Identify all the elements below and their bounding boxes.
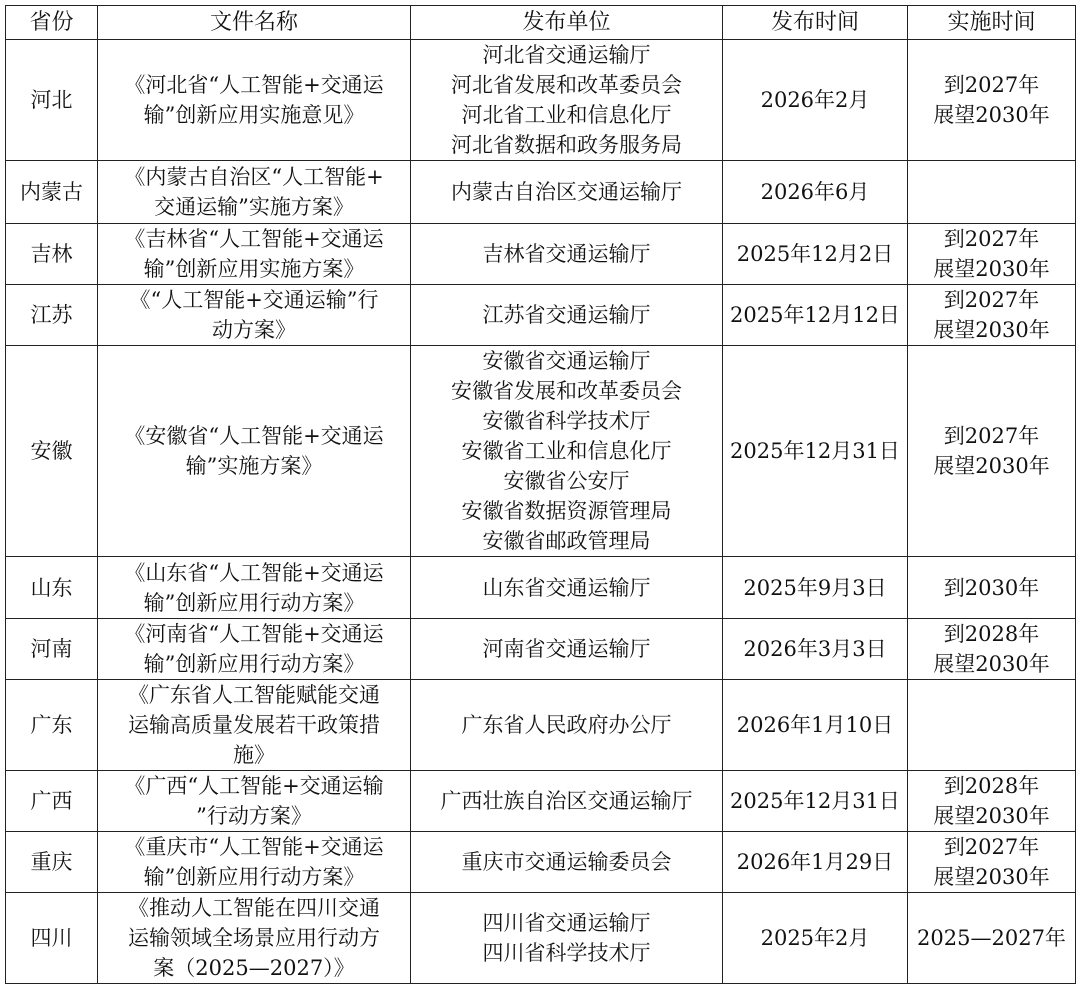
document-name-cell — [98, 40, 411, 161]
table-row — [6, 40, 1076, 161]
publisher-cell — [411, 893, 723, 984]
implementation-period-cell — [908, 619, 1076, 680]
implementation-period-line: 到2027年 — [943, 835, 1040, 859]
province-cell: 内蒙古 — [6, 161, 98, 224]
publisher-line: 广东省人民政府办公厅 — [461, 713, 672, 737]
implementation-period-line: 到2027年 — [943, 227, 1040, 251]
publisher-line: 广西壮族自治区交通运输厅 — [440, 789, 693, 813]
document-name-line: 《广东省人工智能赋能交通 — [128, 683, 380, 707]
publisher-line: 安徽省公安厅 — [503, 469, 630, 493]
publisher-cell — [411, 771, 723, 832]
document-name-line: 《河北省“人工智能+交通运 — [124, 73, 384, 97]
publisher-cell — [411, 346, 723, 557]
table-row — [6, 285, 1076, 346]
document-name-line: 运输高质量发展若干政策措 — [128, 713, 380, 737]
table-row — [6, 832, 1076, 893]
publisher-cell — [411, 224, 723, 285]
document-name-cell — [98, 224, 411, 285]
publish-date-cell: 2026年6月 — [723, 161, 908, 224]
document-name-cell — [98, 161, 411, 224]
province-cell: 河南 — [6, 619, 98, 680]
table-row — [6, 893, 1076, 984]
header-publish-date: 发布时间 — [723, 6, 908, 40]
implementation-period-line: 展望2030年 — [933, 804, 1050, 828]
implementation-period-cell — [908, 346, 1076, 557]
publisher-cell — [411, 285, 723, 346]
table-row — [6, 557, 1076, 619]
province-cell: 广西 — [6, 771, 98, 832]
publish-date-cell: 2025年12月12日 — [723, 285, 908, 346]
header-document-name: 文件名称 — [98, 6, 411, 40]
publisher-line: 河北省发展和改革委员会 — [451, 73, 682, 97]
document-name-cell — [98, 771, 411, 832]
document-name-line: 《山东省“人工智能+交通运 — [124, 560, 384, 585]
implementation-period-cell — [908, 285, 1076, 346]
document-name-line: 《广西“人工智能+交通运输 — [124, 774, 384, 798]
publisher-line: 内蒙古自治区交通运输厅 — [451, 180, 682, 204]
publish-date-cell: 2026年3月3日 — [723, 619, 908, 680]
document-name-line: 《内蒙古自治区“人工智能+ — [124, 165, 384, 189]
document-name-line: 输”创新应用行动方案》 — [143, 865, 365, 889]
header-province: 省份 — [6, 6, 98, 40]
table-row — [6, 161, 1076, 224]
publish-date-cell: 2026年1月10日 — [723, 680, 908, 771]
implementation-period-cell — [908, 557, 1076, 619]
document-name-line: ”行动方案》 — [196, 804, 312, 828]
implementation-period-line: 2025—2027年 — [917, 926, 1066, 950]
publisher-cell — [411, 619, 723, 680]
document-name-line: 输”实施方案》 — [185, 454, 323, 478]
implementation-period-line: 展望2030年 — [933, 865, 1050, 889]
document-name-cell — [98, 557, 411, 619]
header-publisher: 发布单位 — [411, 6, 723, 40]
header-row — [6, 6, 1076, 40]
document-name-cell — [98, 832, 411, 893]
implementation-period-line: 到2027年 — [943, 424, 1040, 448]
publisher-line: 安徽省交通运输厅 — [482, 349, 651, 373]
table-row — [6, 619, 1076, 680]
implementation-period-line: 到2028年 — [943, 774, 1040, 798]
implementation-period-cell — [908, 832, 1076, 893]
implementation-period-line: 展望2030年 — [933, 257, 1050, 281]
policy-table — [5, 5, 1076, 984]
publish-date-cell: 2025年12月2日 — [723, 224, 908, 285]
publisher-cell — [411, 557, 723, 619]
publish-date-cell: 2026年2月 — [723, 40, 908, 161]
publisher-cell — [411, 680, 723, 771]
publisher-line: 安徽省发展和改革委员会 — [451, 379, 682, 403]
implementation-period-line: 展望2030年 — [933, 454, 1050, 478]
implementation-period-cell — [908, 40, 1076, 161]
implementation-period-line: 展望2030年 — [933, 318, 1050, 342]
table-row — [6, 224, 1076, 285]
province-cell: 江苏 — [6, 285, 98, 346]
province-cell: 安徽 — [6, 346, 98, 557]
publisher-line: 四川省交通运输厅 — [482, 911, 651, 935]
document-name-line: 《“人工智能+交通运输”行 — [129, 288, 379, 312]
publisher-line: 河南省交通运输厅 — [482, 637, 651, 661]
document-name-line: 输”创新应用行动方案》 — [143, 652, 365, 676]
document-name-line: 《吉林省“人工智能+交通运 — [124, 227, 384, 251]
publisher-line: 安徽省科学技术厅 — [482, 409, 651, 433]
province-cell: 四川 — [6, 893, 98, 984]
document-name-line: 动方案》 — [212, 318, 296, 342]
province-cell: 河北 — [6, 40, 98, 161]
implementation-period-line: 展望2030年 — [933, 103, 1050, 127]
document-name-line: 《推动人工智能在四川交通 — [128, 896, 380, 920]
implementation-period-cell — [908, 771, 1076, 832]
publisher-line: 河北省数据和政务服务局 — [451, 133, 682, 157]
province-cell: 吉林 — [6, 224, 98, 285]
document-name-line: 施》 — [233, 743, 275, 767]
document-name-cell — [98, 893, 411, 984]
publisher-cell — [411, 40, 723, 161]
publisher-line: 江苏省交通运输厅 — [482, 303, 651, 327]
publish-date-cell: 2025年12月31日 — [723, 771, 908, 832]
publish-date-cell: 2025年9月3日 — [723, 557, 908, 619]
publisher-line: 安徽省数据资源管理局 — [461, 499, 672, 523]
table-row — [6, 680, 1076, 771]
document-name-cell — [98, 285, 411, 346]
implementation-period-cell — [908, 680, 1076, 771]
publish-date-cell: 2025年2月 — [723, 893, 908, 984]
publisher-line: 吉林省交通运输厅 — [482, 242, 651, 266]
document-name-line: 案（2025—2027）》 — [153, 956, 355, 980]
publisher-line: 安徽省工业和信息化厅 — [461, 439, 672, 463]
document-name-line: 输”创新应用实施意见》 — [143, 103, 365, 127]
table-body — [6, 40, 1076, 984]
implementation-period-line: 到2027年 — [943, 73, 1040, 97]
implementation-period-line: 到2028年 — [943, 622, 1040, 646]
implementation-period-cell — [908, 224, 1076, 285]
table-row — [6, 771, 1076, 832]
table-row — [6, 346, 1076, 557]
publisher-line: 四川省科学技术厅 — [482, 941, 651, 965]
document-name-cell — [98, 346, 411, 557]
publisher-line: 山东省交通运输厅 — [482, 575, 651, 600]
province-cell: 广东 — [6, 680, 98, 771]
document-name-line: 运输领域全场景应用行动方 — [128, 926, 380, 950]
publisher-line: 安徽省邮政管理局 — [482, 529, 651, 553]
publisher-line: 河北省工业和信息化厅 — [461, 103, 672, 127]
document-name-line: 《河南省“人工智能+交通运 — [124, 622, 384, 646]
publisher-line: 河北省交通运输厅 — [482, 43, 651, 67]
implementation-period-cell — [908, 161, 1076, 224]
document-name-cell — [98, 680, 411, 771]
province-cell: 山东 — [6, 557, 98, 619]
document-name-line: 《重庆市“人工智能+交通运 — [124, 835, 384, 859]
publisher-line: 重庆市交通运输委员会 — [461, 850, 672, 874]
document-name-cell — [98, 619, 411, 680]
implementation-period-line: 到2027年 — [943, 288, 1040, 312]
province-cell: 重庆 — [6, 832, 98, 893]
document-name-line: 输”创新应用行动方案》 — [143, 590, 365, 615]
publish-date-cell: 2026年1月29日 — [723, 832, 908, 893]
header-implementation-period: 实施时间 — [908, 6, 1076, 40]
document-name-line: 交通运输”实施方案》 — [154, 195, 354, 219]
implementation-period-line: 展望2030年 — [933, 652, 1050, 676]
implementation-period-cell — [908, 893, 1076, 984]
implementation-period-line: 到2030年 — [943, 575, 1040, 600]
document-name-line: 《安徽省“人工智能+交通运 — [124, 424, 384, 448]
publisher-cell — [411, 161, 723, 224]
publish-date-cell: 2025年12月31日 — [723, 346, 908, 557]
publisher-cell — [411, 832, 723, 893]
document-name-line: 输”创新应用实施方案》 — [143, 257, 365, 281]
